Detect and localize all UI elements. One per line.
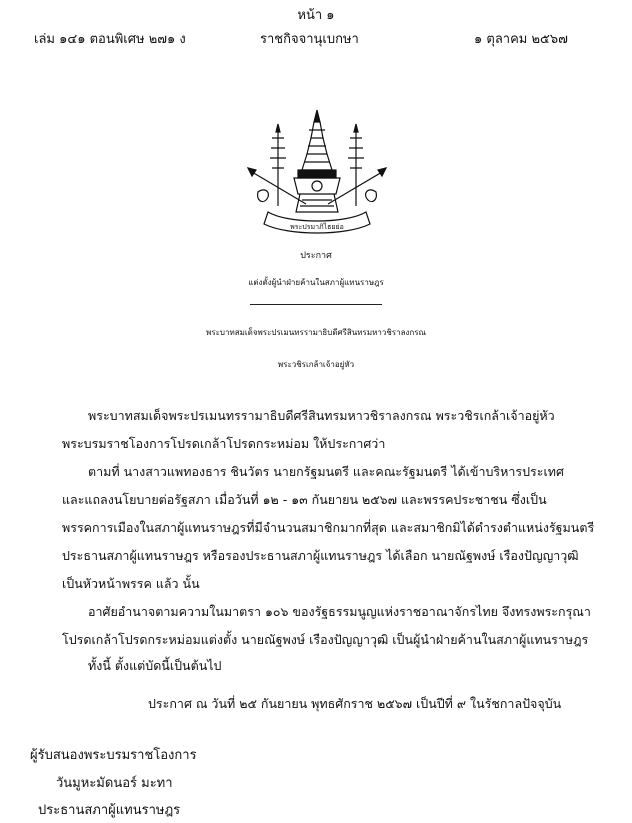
king-name-line-1: พระบาทสมเด็จพระปรเมนทรรามาธิบดีศรีสินทรมหาวชิราลงกรณ xyxy=(206,328,426,337)
body-line: อาศัยอำนาจตามความในมาตรา ๑๐๖ ของรัฐธรรมนูญแห่งราชอาณาจักรไทย จึงทรงพระกรุณา xyxy=(88,604,591,619)
countersign-heading: ผู้รับสนองพระบรมราชโองการ xyxy=(30,748,197,763)
announcement-subtitle: แต่งตั้งผู้นำฝ่ายค้านในสภาผู้แทนราษฎร xyxy=(248,278,384,287)
countersigner-name: วันมูหะมัดนอร์ มะทา xyxy=(56,776,173,791)
countersigner-title: ประธานสภาผู้แทนราษฎร xyxy=(38,803,181,818)
dateline: ประกาศ ณ วันที่ ๒๕ กันยายน พุทธศักราช ๒๕๖๗ เป็นปีที่ ๙ ในรัชกาลปัจจุบัน xyxy=(148,696,562,711)
issue-date: ๑ ตุลาคม ๒๕๖๗ xyxy=(474,32,568,47)
gazette-name: ราชกิจจานุเบกษา xyxy=(260,32,359,47)
volume-info: เล่ม ๑๔๑ ตอนพิเศษ ๒๗๑ ง xyxy=(34,32,186,47)
title-divider xyxy=(250,304,382,305)
body-line: พรรคการเมืองในสภาผู้แทนราษฎรที่มีจำนวนสมาชิกมากที่สุด และสมาชิกมิได้ดำรงตำแหน่งรัฐมนตรี xyxy=(62,520,595,535)
body-line: และแถลงนโยบายต่อรัฐสภา เมื่อวันที่ ๑๒ - ๑๓ กันยายน ๒๕๖๗ และพรรคประชาชน ซึ่งเป็น xyxy=(62,492,547,507)
emblem-ribbon-text: พระปรมาภิไธยย่อ xyxy=(290,223,344,231)
body-line: โปรดเกล้าโปรดกระหม่อมแต่งตั้ง นายณัฐพงษ์ เรืองปัญญาวุฒิ เป็นผู้นำฝ่ายค้านในสภาผู้แทนราษฎร xyxy=(62,632,589,647)
announcement-title: ประกาศ xyxy=(300,251,332,261)
body-line: พระบาทสมเด็จพระปรเมนทรรามาธิบดีศรีสินทรมหาวชิราลงกรณ พระวชิรเกล้าเจ้าอยู่หัว xyxy=(88,408,555,423)
page-number: หน้า ๑ xyxy=(297,8,335,23)
body-line: พระบรมราชโองการโปรดเกล้าโปรดกระหม่อม ให้ประกาศว่า xyxy=(62,436,386,451)
king-name-line-2: พระวชิรเกล้าเจ้าอยู่หัว xyxy=(277,360,355,369)
royal-emblem-icon xyxy=(238,108,396,238)
body-line: ทั้งนี้ ตั้งแต่บัดนี้เป็นต้นไป xyxy=(88,658,222,673)
body-line: ประธานสภาผู้แทนราษฎร หรือรองประธานสภาผู้แทนราษฎร ได้เลือก นายณัฐพงษ์ เรืองปัญญาวุฒิ xyxy=(62,548,579,563)
body-line: ตามที่ นางสาวแพทองธาร ชินวัตร นายกรัฐมนตรี และคณะรัฐมนตรี ได้เข้าบริหารประเทศ xyxy=(88,464,564,479)
body-line: เป็นหัวหน้าพรรค แล้ว นั้น xyxy=(62,576,200,591)
